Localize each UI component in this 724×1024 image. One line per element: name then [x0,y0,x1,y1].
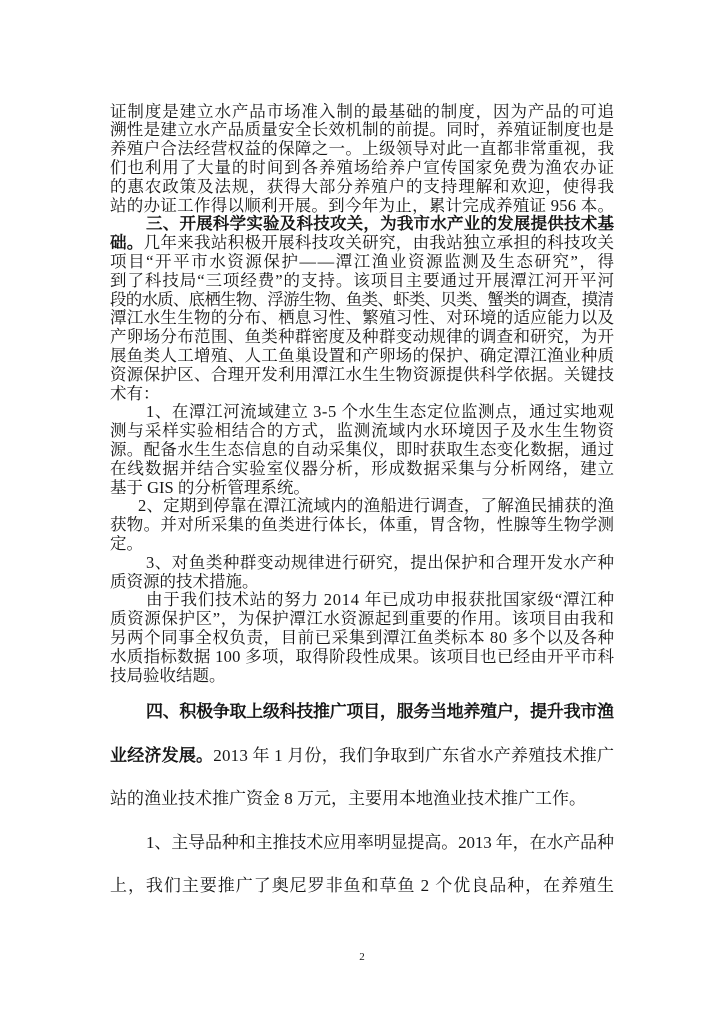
list-item-line [110,554,614,573]
line-text: 1、主导品种和主推技术应用率明显提高。2013 年，在水产品种 [146,832,614,852]
section-heading-tail: 业经济发展。 [110,745,214,765]
text-line [110,479,614,498]
text-line [110,121,614,140]
line-text: 站的渔业技术推广资金 8 万元，主要用本地渔业技术推广工作。 [110,789,586,809]
section-heading-text: 三、开展科学实验及科技攻关，为我市水产业的发展提供技术基 [146,214,615,234]
text-line [110,272,614,291]
line-text: 项目“开平市水资源保护——潭江渔业资源监测及生态研究”，得 [110,251,616,271]
text-line [110,648,614,667]
text-line [110,178,614,197]
text-line [110,328,614,347]
text-line [110,460,614,479]
text-line [110,535,614,554]
line-text: 上，我们主要推广了奥尼罗非鱼和草鱼 2 个优良品种，在养殖生 [110,876,615,896]
text-line [110,516,614,535]
line-text: 技局验收结题。 [110,665,226,685]
line-text: 1、在潭江河流域建立 3-5 个水生生态定位监测点，通过实地观 [146,402,615,422]
text-line [110,291,614,310]
line-text: 2013 年 1 月份，我们争取到广东省水产养殖技术推广 [213,745,615,765]
text-line [110,573,614,592]
text-line [110,197,614,216]
line-text: 水质指标数据 100 多项，取得阶段性成果。该项目也已经由开平市科 [110,646,615,666]
section-heading-text: 四、积极争取上级科技推广项目，服务当地养殖户，提升我市渔 [146,702,614,721]
text-line [110,309,614,328]
text-line [110,777,614,821]
text-line [110,591,614,610]
line-text: 获物。并对所采集的鱼类进行体长，体重，胃含物，性腺等生物学测 [110,515,615,535]
document-body-upper [110,103,614,686]
line-text: 的惠农政策及法规，获得大部分养殖户的支持理解和欢迎，使得我 [110,176,615,196]
list-item-line [110,497,614,516]
text-line [110,441,614,460]
text-line [110,234,614,253]
document-body-lower [110,690,614,908]
text-line [110,140,614,159]
line-text: 证制度是建立水产品市场准入制的最基础的制度，因为产品的可追 [110,101,615,121]
line-text: 质资源保护区”，为保护潭江水资源起到重要的作用。该项目由我和 [110,609,615,629]
line-text: 养殖户合法经营权益的保障之一。上级领导对此一直都非常重视，我 [110,139,615,159]
line-text: 由于我们技术站的努力 2014 年已成功申报获批国家级“潭江种 [146,590,615,610]
line-text: 展鱼类人工增殖、人工鱼巢设置和产卵场的保护、确定潭江渔业种质 [110,345,615,365]
line-text: 另两个同事全权负责，目前已采集到潭江鱼类标本 80 多个以及各种 [110,627,615,647]
line-text: 溯性是建立水产品质量安全长效机制的前提。同时，养殖证制度也是 [110,120,615,140]
line-text: 们也利用了大量的时间到各养殖场给养户宣传国家免费为渔农办证 [110,157,615,177]
section-heading [110,690,614,734]
text-line [110,610,614,629]
text-line [110,734,614,778]
line-text: 术有： [110,383,160,403]
text-line [110,667,614,686]
text-line [110,347,614,366]
line-text: 2、定期到停靠在潭江流域内的渔船进行调查，了解渔民捕获的渔 [138,496,615,516]
text-line [110,629,614,648]
list-item-line [110,821,614,865]
line-text: 定。 [110,533,143,553]
line-text: 在线数据并结合实验室仪器分析，形成数据采集与分析网络，建立 [110,458,615,478]
line-text: 基于 GIS 的分析管理系统。 [110,477,310,497]
line-text: 测与采样实验相结合的方式，监测流域内水环境因子及水生生物资 [110,421,615,441]
line-text: 源。配备水生生态信息的自动采集仪，即时获取生态变化数据，通过 [110,439,615,459]
text-line [110,366,614,385]
line-text: 站的办证工作得以顺利开展。到今年为止，累计完成养殖证 956 本。 [110,195,615,215]
text-line [110,864,614,908]
section-heading [110,215,614,234]
line-text: 潭江水生生物的分布、栖息习性、繁殖习性、对环境的适应能力以及 [110,308,615,328]
section-heading-tail: 础。 [110,233,144,253]
text-line [110,385,614,404]
line-text: 资源保护区、合理开发利用潭江水生生物资源提供科学依据。关键技 [110,364,615,384]
text-line [110,253,614,272]
text-line [110,103,614,122]
line-text: 3、对鱼类种群变动规律进行研究，提出保护和合理开发水产种 [146,552,615,572]
list-item-line [110,403,614,422]
line-text: 几年来我站积极开展科技攻关研究，由我站独立承担的科技攻关 [143,233,615,253]
line-text: 质资源的技术措施。 [110,571,259,591]
text-line [110,422,614,441]
page-number: 2 [359,951,365,963]
line-text: 段的水质、底栖生物、浮游生物、鱼类、虾类、贝类、蟹类的调查，摸清 [110,289,614,309]
line-text: 到了科技局“三项经费”的支持。该项目主要通过开展潭江河开平河 [110,270,615,290]
text-line [110,159,614,178]
line-text: 产卵场分布范围、鱼类种群密度及种群变动规律的调查和研究，为开 [110,327,615,347]
